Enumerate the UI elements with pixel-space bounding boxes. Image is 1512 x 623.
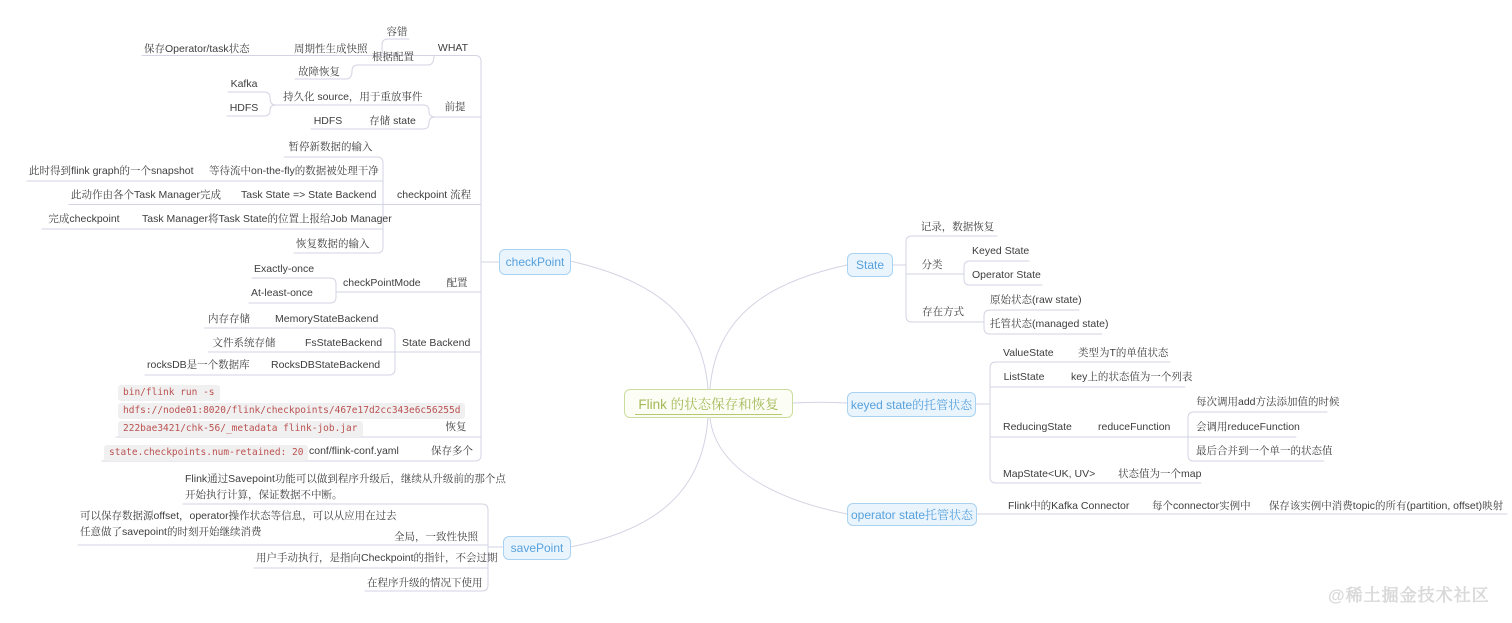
node-mapstate[interactable]: MapState<UK, UV>	[1003, 468, 1096, 480]
connector	[475, 56, 481, 462]
node-reducefn[interactable]: reduceFunction	[1098, 421, 1171, 433]
node-yonghu[interactable]: 用户手动执行，是指向Checkpoint的指针，不会过期	[256, 552, 498, 564]
connector	[428, 56, 434, 66]
node-what[interactable]: WHAT	[437, 42, 469, 54]
node-leixing[interactable]: 类型为T的单值状态	[1078, 347, 1169, 359]
node-cpmode[interactable]: checkPointMode	[343, 277, 421, 289]
connector	[264, 105, 276, 116]
watermark: @稀土掘金技术社区	[1328, 586, 1490, 605]
node-cunchu[interactable]: 存储 state	[369, 115, 416, 127]
connector	[423, 105, 441, 117]
node-rocksdb-is[interactable]: rocksDB是一个数据库	[147, 359, 250, 371]
connector	[330, 278, 336, 303]
connector	[264, 92, 281, 105]
node-meige-conn[interactable]: 每个connector实例中	[1152, 500, 1251, 512]
node-huifu-shuju[interactable]: 恢复数据的输入	[296, 238, 370, 250]
node-label: Flink 的状态保存和恢复	[635, 393, 781, 415]
node-tmreport[interactable]: Task Manager将Task State的位置上报给Job Manager	[142, 213, 392, 225]
node-keyi-baocun[interactable]	[80, 509, 397, 540]
node-guzhang[interactable]: 故障恢复	[298, 66, 340, 78]
node-zhouqi[interactable]: 周期性生成快照	[294, 43, 368, 55]
connector	[793, 402, 847, 403]
node-zaichengxu[interactable]: 在程序升级的情况下使用	[367, 577, 483, 589]
node-huifu[interactable]: 恢复	[445, 421, 467, 433]
node-fenlei[interactable]: 分类	[921, 259, 943, 271]
node-genju[interactable]: 根据配置	[372, 51, 414, 63]
node-wancheng[interactable]: 完成checkpoint	[48, 213, 120, 225]
node-label: operator state托管状态	[850, 508, 974, 522]
node-rocksb[interactable]: RocksDBStateBackend	[271, 359, 381, 371]
node-rongcuo[interactable]: 容错	[386, 26, 408, 38]
node-hdfs2[interactable]: HDFS	[313, 115, 343, 127]
node-reducing[interactable]: ReducingState	[1003, 421, 1072, 433]
node-keyed[interactable]	[847, 392, 976, 417]
connector	[990, 362, 996, 483]
code-line: 222bae3421/chk-56/_metadata flink-job.jar	[118, 421, 363, 437]
node-label-line: 可以保存数据源offset，operator操作状态等信息，可以从应用在过去	[80, 510, 397, 522]
node-cishide[interactable]: 此时得到flink graph的一个snapshot	[29, 165, 194, 177]
node-zanting[interactable]: 暂停新数据的输入	[288, 141, 373, 153]
node-label-line: Flink通过Savepoint功能可以做到程序升级后，继续从升级前的那个点	[185, 473, 506, 485]
node-wenjian[interactable]: 文件系统存储	[212, 337, 276, 349]
node-atleast[interactable]: At-least-once	[251, 287, 313, 299]
connector	[570, 418, 708, 547]
node-zuihou[interactable]: 最后合并到一个单一的状态值	[1196, 445, 1333, 457]
node-cidongzuo[interactable]: 此动作由各个Task Manager完成	[71, 189, 221, 201]
node-dengdai[interactable]: 等待流中on-the-fly的数据被处理干净	[209, 165, 379, 177]
node-label: savePoint	[510, 541, 564, 555]
node-code-restore[interactable]	[118, 385, 465, 439]
node-baocun-duoge[interactable]: 保存多个	[431, 445, 473, 457]
node-code-retained[interactable]	[104, 445, 308, 463]
connector	[906, 236, 912, 322]
node-memsb[interactable]: MemoryStateBackend	[275, 313, 379, 325]
node-label-line: 任意做了savepoint的时刻开始继续消费	[80, 525, 262, 538]
node-operator[interactable]	[847, 503, 977, 526]
node-hdfs1[interactable]: HDFS	[229, 102, 259, 114]
node-fsb[interactable]: FsStateBackend	[305, 337, 383, 349]
node-kafka[interactable]: Kafka	[230, 78, 258, 90]
node-qianti[interactable]: 前提	[444, 101, 466, 113]
node-sbackend[interactable]: State Backend	[402, 337, 471, 349]
node-flink-kafka[interactable]: Flink中的Kafka Connector	[1008, 500, 1130, 512]
connector	[964, 261, 970, 285]
node-tuoguan[interactable]: 托管状态(managed state)	[990, 318, 1109, 330]
code-line: state.checkpoints.num-retained: 20	[104, 445, 308, 461]
node-valuestate[interactable]: ValueState	[1003, 347, 1054, 359]
node-label: State	[855, 258, 885, 272]
node-jilu[interactable]: 记录，数据恢复	[920, 221, 995, 233]
node-huidiaoyong[interactable]: 会调用reduceFunction	[1196, 421, 1300, 433]
node-sp-desc[interactable]	[185, 472, 506, 503]
node-keyshang[interactable]: key上的状态值为一个列表	[1071, 371, 1193, 383]
node-neicun[interactable]: 内存存储	[208, 313, 250, 325]
node-yuanshi[interactable]: 原始状态(raw state)	[990, 294, 1082, 306]
node-baocun-gai[interactable]: 保存该实例中消费topic的所有(partition, offset)映射	[1268, 500, 1504, 512]
connector	[423, 117, 435, 129]
node-quanju[interactable]: 全局，一致性快照	[394, 531, 478, 543]
node-exactly[interactable]: Exactly-once	[254, 263, 315, 275]
connector	[710, 418, 847, 514]
code-line: bin/flink run -s	[118, 385, 220, 401]
node-center[interactable]	[624, 389, 793, 418]
node-baocun-op[interactable]: 保存Operator/task状态	[144, 43, 250, 55]
node-chijiu[interactable]: 持久化 source，用于重放事件	[283, 91, 423, 103]
node-label-line: 开始执行计算，保证数据不中断。	[185, 488, 343, 501]
node-zhuangtai-map[interactable]: 状态值为一个map	[1118, 468, 1202, 480]
node-taskstate[interactable]: Task State => State Backend	[241, 189, 377, 201]
code-line: hdfs://node01:8020/flink/checkpoints/467e17d2cc343e6c56255d	[118, 403, 465, 419]
connector	[710, 265, 847, 389]
node-confyaml[interactable]: conf/flink-conf.yaml	[309, 445, 399, 457]
node-state[interactable]	[847, 253, 893, 277]
node-savepoint[interactable]	[503, 536, 571, 560]
node-flow[interactable]: checkpoint 流程	[397, 189, 472, 201]
connector	[570, 261, 708, 389]
node-liststate[interactable]: ListState	[1003, 371, 1045, 383]
node-cunzai[interactable]: 存在方式	[922, 306, 964, 318]
node-label: checkPoint	[505, 255, 565, 269]
connector	[346, 65, 369, 79]
node-meici[interactable]: 每次调用add方法添加值的时候	[1196, 396, 1340, 408]
node-peizhi[interactable]: 配置	[446, 277, 468, 289]
node-label: keyed state的托管状态	[850, 398, 973, 412]
node-operator-state-c[interactable]: Operator State	[972, 269, 1041, 281]
node-checkpoint[interactable]	[499, 249, 571, 275]
node-keyed-state-c[interactable]: Keyed State	[972, 245, 1030, 257]
